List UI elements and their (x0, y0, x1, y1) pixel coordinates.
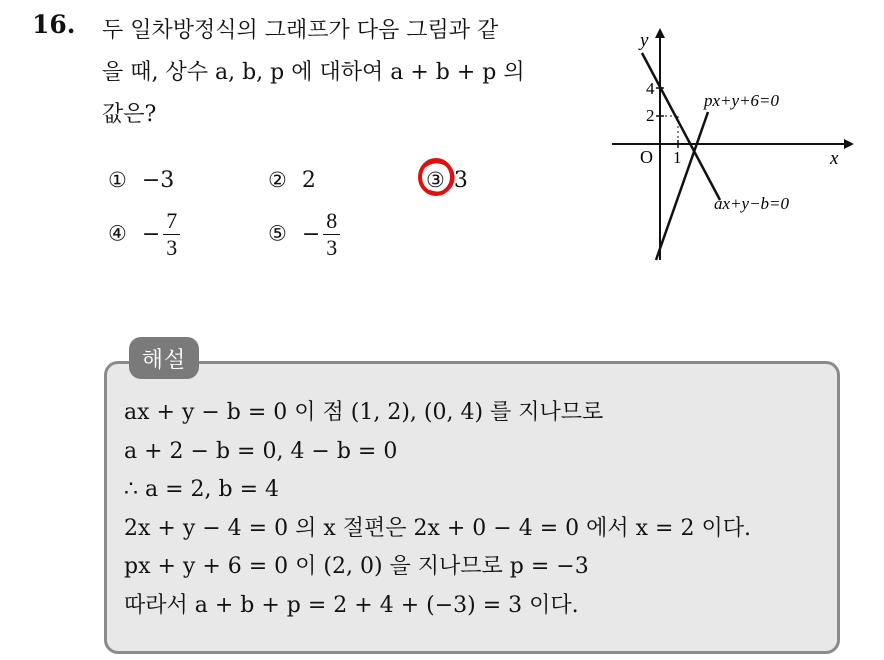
fraction-denominator-5: 3 (326, 235, 338, 260)
solution-line-6: 따라서 a + b + p = 2 + 4 + (−3) = 3 이다. (124, 592, 579, 618)
tick-label-1: 1 (673, 148, 682, 167)
solution-text (124, 394, 751, 625)
coordinate-graph (600, 20, 860, 270)
fraction-denominator-4: 3 (166, 235, 178, 260)
x-axis-label: x (830, 148, 839, 169)
choice-4[interactable] (108, 208, 180, 261)
y-axis-label: y (640, 30, 649, 51)
choice-text-1: −3 (141, 168, 175, 193)
question-number: 16. (32, 10, 76, 39)
line-ax-y-b (642, 53, 720, 200)
choice-number-2: ② (268, 168, 287, 192)
fraction-numerator-4: 7 (163, 208, 180, 235)
y-axis-arrow-icon (655, 28, 665, 38)
choice-sign-4: − (141, 222, 161, 247)
tick-label-2: 2 (646, 106, 655, 125)
fraction-4 (163, 208, 180, 261)
question-line-2: 을 때, 상수 a, b, p 에 대하여 a + b + p 의 (102, 60, 525, 85)
choice-number-3: ③ (426, 168, 445, 192)
question-text (102, 10, 592, 136)
choice-1[interactable] (108, 168, 174, 193)
origin-label: O (640, 147, 653, 167)
solution-line-2: a + 2 − b = 0, 4 − b = 0 (124, 438, 398, 464)
choice-number-5: ⑤ (268, 221, 287, 246)
x-axis-arrow-icon (844, 139, 854, 149)
tick-label-4: 4 (646, 79, 655, 98)
line-px-y-6 (656, 112, 708, 260)
solution-tag: 해설 (129, 337, 199, 379)
question-line-1: 두 일차방정식의 그래프가 다음 그림과 같 (102, 18, 499, 43)
selected-answer-circle-icon (416, 156, 460, 200)
choice-number-1: ① (108, 168, 127, 192)
solution-line-5: px + y + 6 = 0 이 (2, 0) 을 지나므로 p = −3 (124, 554, 589, 579)
fraction-numerator-5: 8 (323, 208, 340, 235)
choice-sign-5: − (301, 222, 321, 247)
line2-equation-label: ax+y−b=0 (714, 194, 790, 213)
solution-line-4: 2x + y − 4 = 0 의 x 절편은 2x + 0 − 4 = 0 에서 x = 2 이다. (124, 515, 751, 541)
solution-line-3: ∴ a = 2, b = 4 (124, 477, 280, 502)
question-line-3: 값은? (102, 102, 157, 127)
choice-number-4: ④ (108, 221, 127, 246)
fraction-5 (323, 208, 340, 261)
choice-text-3: 3 (453, 168, 468, 193)
solution-line-1: ax + y − b = 0 이 점 (1, 2), (0, 4) 를 지나므로 (124, 400, 604, 425)
choice-5[interactable] (268, 208, 340, 261)
choice-text-2: 2 (301, 168, 316, 193)
choice-2[interactable] (268, 168, 316, 193)
line1-equation-label: px+y+6=0 (704, 91, 780, 110)
